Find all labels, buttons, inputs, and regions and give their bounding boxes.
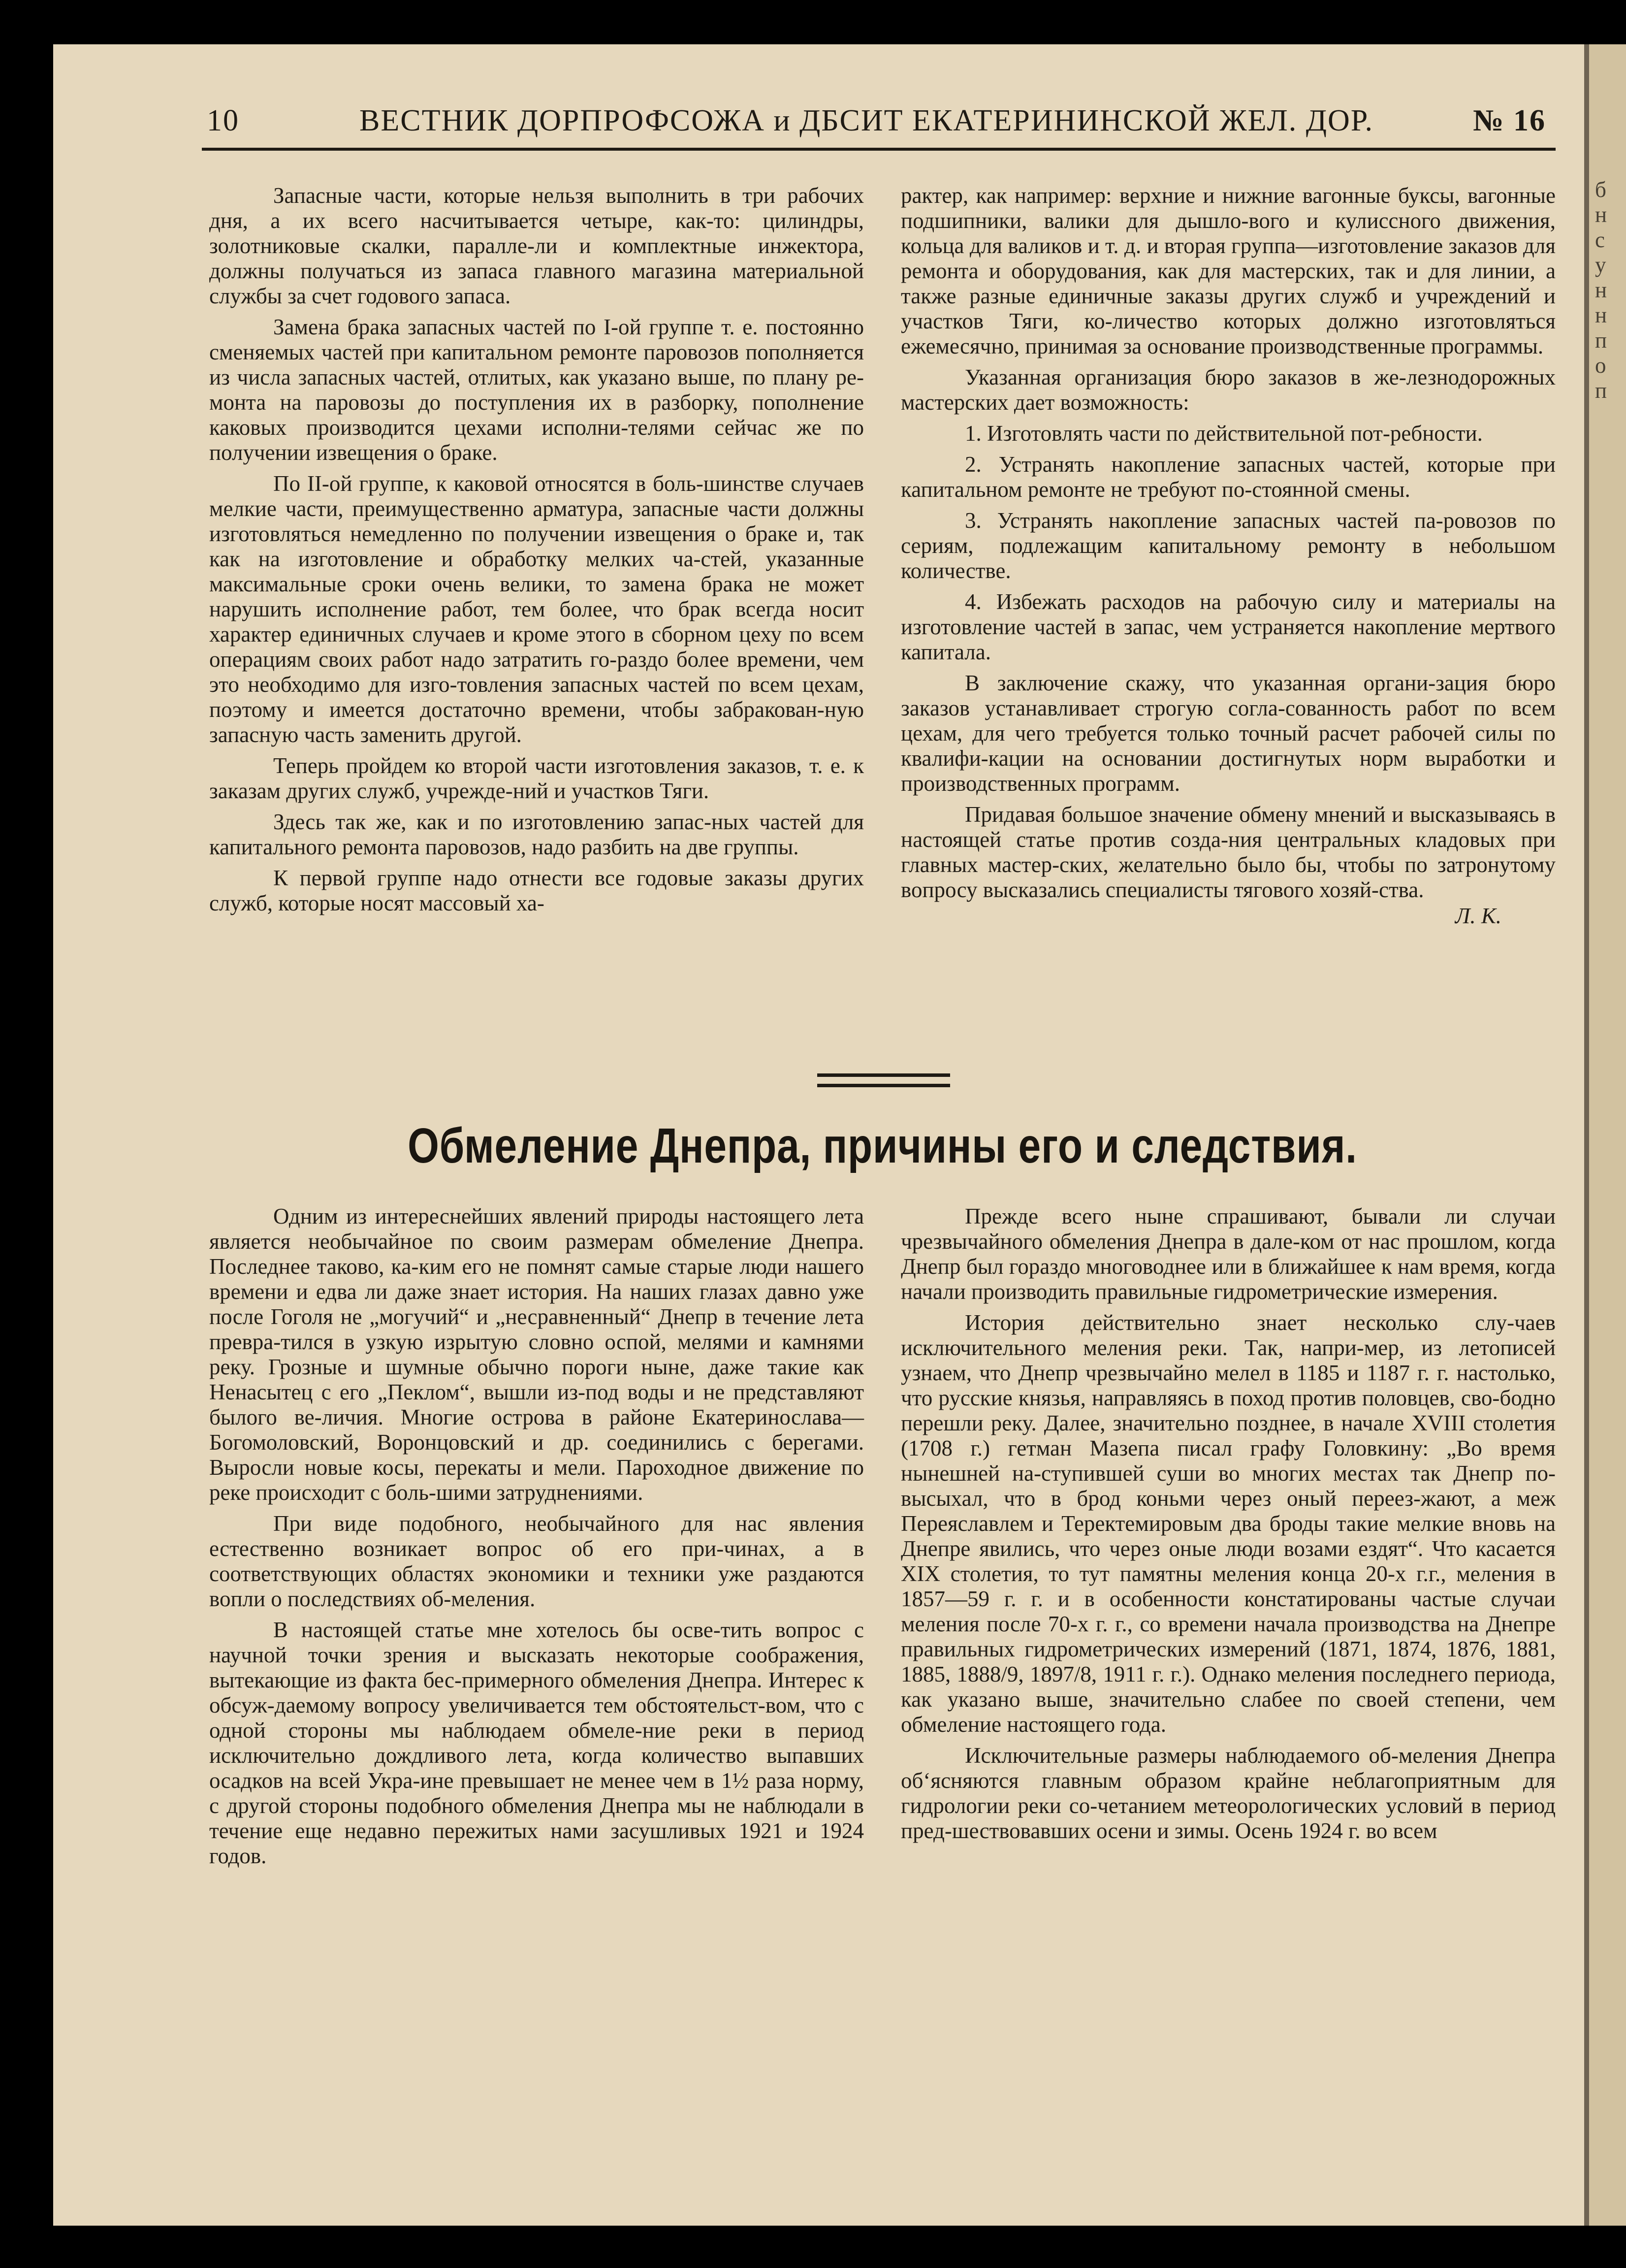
author-signature: Л. К. — [1455, 904, 1501, 928]
paragraph: Одним из интереснейших явлений природы настоящего лета является необычайное по своим размерам обмеление Днепра. Последнее таково, ка-ким его не помнят самые старые люди нашего времени и едва ли даже знает история. На наших глазах давно уже после Гоголя не „могучий“ и „несравненный“ Днепр в течение лета превра-тился в узкую изрытую словно оспой, мелями и камнями реку. Грозные и шумные обычно пороги ныне, даже такие как Ненасытец с его „Пеклом“, вышли из-под воды и не представляют былого ве-личия. Многие острова в районе Екатеринослава—Богомоловский, Воронцовский и др. соединились с берегами. Выросли новые косы, перекаты и мели. Пароходное движение по реке происходит с боль-шими затруднениями. — [209, 1204, 864, 1505]
section-divider — [817, 1073, 950, 1094]
paragraph: Указанная организация бюро заказов в же-лезнодорожных мастерских дает возможность: — [901, 365, 1556, 415]
running-header — [162, 79, 1556, 137]
issue-number: № 16 — [1473, 104, 1546, 137]
upper-right-column — [901, 183, 1556, 929]
article-right-column — [901, 1204, 1556, 1849]
fragment: н — [1595, 202, 1607, 227]
article-left-column — [209, 1204, 864, 1875]
paragraph: Замена брака запасных частей по I-ой группе т. е. постоянно сменяемых частей при капитальном ремонте паровозов пополняется из числа запасных частей, отлитых, как указано выше, по плану ре-монта на паровозы до поступления их в разборку, пополнение каковых производится цехами исполни-телями сейчас же по получении извещения о браке. — [209, 315, 864, 465]
fragment: н — [1595, 278, 1607, 302]
upper-left-column — [209, 183, 864, 922]
paragraph: В заключение скажу, что указанная органи-зация бюро заказов устанавливает строгую согла-сованность работ по всем цехам, для чего требуется только точный расчет рабочей силы по квалифи-кации на основании достигнутых норм выработки и производственных программ. — [901, 671, 1556, 796]
fragment: н — [1595, 303, 1607, 327]
fragment: п — [1595, 328, 1607, 353]
fragment: п — [1595, 378, 1607, 403]
article-title: Обмеление Днепра, причины его и следствия. — [408, 1118, 1357, 1173]
fragment: б — [1595, 177, 1606, 202]
paragraph: В настоящей статье мне хотелось бы осве-тить вопрос с научной точки зрения и высказать некоторые соображения, вытекающие из факта бес-примерного обмеления Днепра. Интерес к обсуж-даемому вопросу увеличивается тем обстоятельст-вом, что с одной стороны мы наблюдаем обмеле-ние реки в период исключительно дождливого лета, когда количество выпавших осадков на всей Укра-ине превышает не менее чем в 1½ раза норму, с другой стороны подобного обмеления Днепра мы не наблюдали в течение еще недавно пережитых нами засушливых 1921 и 1924 годов. — [209, 1618, 864, 1868]
paragraph: К первой группе надо отнести все годовые заказы других служб, которые носят массовый ха- — [209, 866, 864, 915]
header-rule — [202, 148, 1556, 151]
paragraph: История действительно знает несколько слу-чаев исключительного меления реки. Так, напри-мер, из летописей узнаем, что Днепр чрезвычайно мелел в 1185 и 1187 г. г. настолько, что русские князья, направляясь в поход против половцев, сво-бодно перешли реку. Далее, значительно позднее, в начале XVIII столетия (1708 г.) гетман Мазепа писал графу Головкину: „Во время нынешней на-ступившей суши во многих местах так Днепр по-высыхал, что в брод коньми через оный переез-жают, а меж Переяславлем и Теректемировым два броды такие мелкие вновь на Днепре явились, что через оные люди возами ездят“. Что касается XIX столетия, то тут памятны меления конца 20-х г.г., меления в 1857—59 г. г. и в особенности констатированы частые случаи меления после 70-х г. г., со времени начала производства на Днепре правильных гидрометрических измерений (1871, 1874, 1876, 1881, 1885, 1888/9, 1897/8, 1911 г. г.). Однако меления последнего периода, как указано выше, значительно слабее по своей степени, чем обмеление настоящего года. — [901, 1310, 1556, 1737]
paragraph: Придавая большое значение обмену мнений и высказываясь в настоящей статье против созда-ния центральных кладовых при главных мастер-ских, желательно было бы, чтобы по затронутому вопросу высказались специалисты тягового хозяй-ства. — [901, 802, 1556, 902]
paragraph: По II-ой группе, к каковой относятся в боль-шинстве случаев мелкие части, преимущественно арматура, запасные части должны изготовляться немедленно по получении извещения о браке и, так как на изготовление и обработку мелких ча-стей, указанные максимальные сроки очень велики, то замена брака не может нарушить исполнение работ, тем более, что брак всегда носит характер единичных случаев и кроме этого в сборном цеху по всем операциям своих работ надо затратить го-раздо более времени, чем это необходимо для изго-товления запасных частей по всем цехам, поэтому и имеется достаточно времени, чтобы забракован-ную запасную часть заменить другой. — [209, 471, 864, 747]
paragraph: Здесь так же, как и по изготовлению запас-ных частей для капитального ремонта паровозов, надо разбить на две группы. — [209, 810, 864, 859]
paragraph: Прежде всего ныне спрашивают, бывали ли случаи чрезвычайного обмеления Днепра в дале-ком от нас прошлом, когда Днепр был гораздо многоводнее или в ближайшее к нам время, когда начали производить правильные гидрометрические измерения. — [901, 1204, 1556, 1304]
list-item: 3. Устранять накопление запасных частей па-ровозов по сериям, подлежащим капитальному ремонту в небольшом количестве. — [901, 508, 1556, 583]
journal-title: ВЕСТНИК ДОРПРОФСОЖА и ДБСИТ ЕКАТЕРИНИНСКОЙ ЖЕЛ. ДОР. — [359, 104, 1374, 137]
fragment: о — [1595, 353, 1606, 378]
page-number: 10 — [207, 104, 239, 137]
paragraph: Теперь пройдем ко второй части изготовления заказов, т. е. к заказам других служб, учрежде-ний и участков Тяги. — [209, 753, 864, 803]
paragraph: Запасные части, которые нельзя выполнить в три рабочих дня, а их всего насчитывается четыре, как-то: цилиндры, золотниковые скалки, паралле-ли и комплектные инжектора, должны получаться из запаса главного магазина материальной службы за счет годового запаса. — [209, 183, 864, 308]
next-page-text-fragments — [1595, 177, 1625, 403]
list-item: 4. Избежать расходов на рабочую силу и материалы на изготовление частей в запас, чем устраняется накопление мертвого капитала. — [901, 589, 1556, 664]
fragment: у — [1595, 253, 1606, 277]
fragment: с — [1595, 227, 1605, 252]
list-item: 1. Изготовлять части по действительной пот-ребности. — [965, 421, 1483, 446]
paragraph: рактер, как например: верхние и нижние вагонные буксы, вагонные подшипники, валики для дышло-вого и кулисcного движения, кольца для валиков и т. д. и вторая группа—изготовление заказов для ремонта и оборудования, как для мастерских, так и для линии, а также разные единичные заказы других служб и учреждений и участков Тяги, ко-личество которых должно изготовляться ежемесячно, принимая за основание производственные программы. — [901, 183, 1556, 358]
paragraph: Исключительные размеры наблюдаемого об-меления Днепра об‘ясняются главным образом крайне неблагоприятным для гидрологии реки со-четанием метеорологических условий в период пред-шествовавших осени и зимы. Осень 1924 г. во всем — [901, 1743, 1556, 1843]
list-item: 2. Устранять накопление запасных частей, которые при капитальном ремонте не требуют по-стоянной смены. — [901, 452, 1556, 502]
paragraph: При виде подобного, необычайного для нас явления естественно возникает вопрос об его при-чинах, а в соответствующих областях экономики и техники уже раздаются вопли о последствиях об-меления. — [209, 1511, 864, 1611]
